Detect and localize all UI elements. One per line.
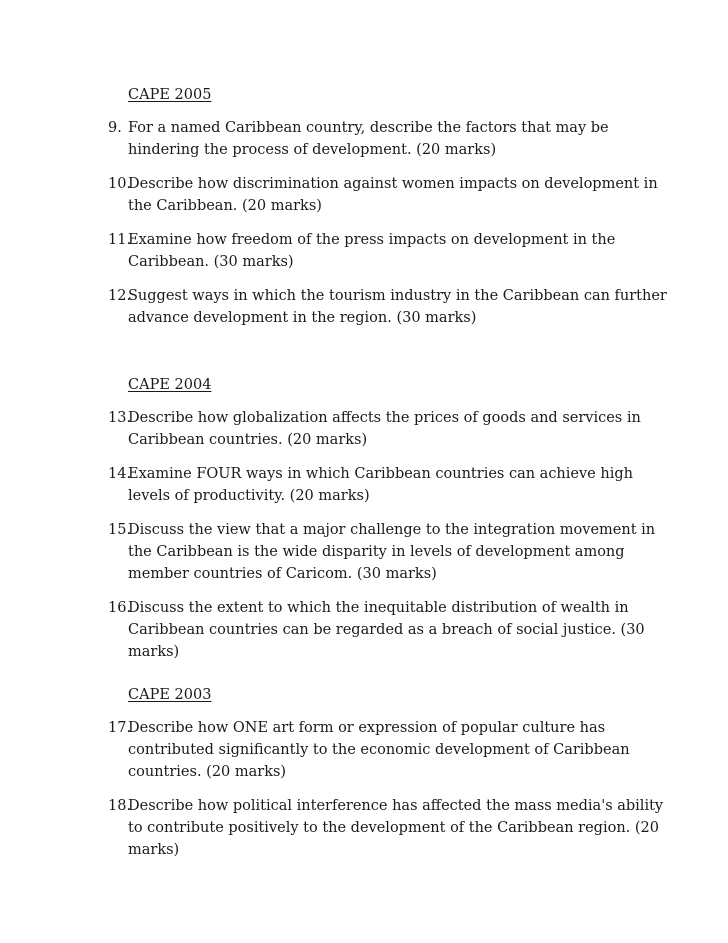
question-number: 17. — [108, 720, 132, 736]
question-text: Suggest ways in which the tourism industry in the Caribbean can further advance development in the region. (30 marks) — [128, 288, 667, 326]
question-item — [108, 519, 668, 585]
section-heading: CAPE 2004 — [128, 377, 212, 393]
question-number: 13. — [108, 410, 132, 426]
question-item — [108, 463, 668, 507]
question-number: 14. — [108, 466, 132, 482]
question-number: 11. — [108, 232, 132, 248]
question-item — [108, 717, 668, 783]
question-item — [108, 407, 668, 451]
section-heading: CAPE 2003 — [128, 687, 212, 703]
question-text: Discuss the extent to which the inequitable distribution of wealth in Caribbean countries can be regarded as a breach of social justice. (30 marks) — [128, 600, 645, 660]
question-text: For a named Caribbean country, describe the factors that may be hindering the process of development. (20 marks) — [128, 120, 609, 158]
question-text: Describe how globalization affects the prices of goods and services in Caribbean countries. (20 marks) — [128, 410, 641, 448]
question-item — [108, 795, 668, 861]
question-number: 12. — [108, 288, 132, 304]
question-number: 15. — [108, 522, 132, 538]
question-number: 16. — [108, 600, 132, 616]
question-item — [108, 597, 668, 663]
question-item — [108, 285, 668, 329]
question-text: Discuss the view that a major challenge to the integration movement in the Caribbean is the wide disparity in levels of development among member countries of Caricom. (30 marks) — [128, 522, 656, 582]
question-item — [108, 229, 668, 273]
question-number: 9. — [108, 120, 122, 136]
question-number: 18. — [108, 798, 132, 814]
question-text: Examine how freedom of the press impacts on development in the Caribbean. (30 marks) — [128, 232, 616, 270]
question-item — [108, 173, 668, 217]
question-text: Examine FOUR ways in which Caribbean countries can achieve high levels of productivity. (20 marks) — [128, 466, 633, 504]
section-heading: CAPE 2005 — [128, 87, 212, 103]
question-text: Describe how discrimination against women impacts on development in the Caribbean. (20 marks) — [128, 176, 658, 214]
section-cape-2005 — [108, 84, 668, 341]
question-item — [108, 117, 668, 161]
question-number: 10. — [108, 176, 132, 192]
question-text: Describe how political interference has affected the mass media's ability to contribute positively to the development of the Caribbean region. (20 marks) — [128, 798, 664, 858]
question-text: Describe how ONE art form or expression of popular culture has contributed significantly to the economic development of Caribbean countries. (20 marks) — [128, 720, 630, 780]
section-cape-2004 — [108, 374, 668, 675]
section-cape-2003 — [108, 684, 668, 873]
